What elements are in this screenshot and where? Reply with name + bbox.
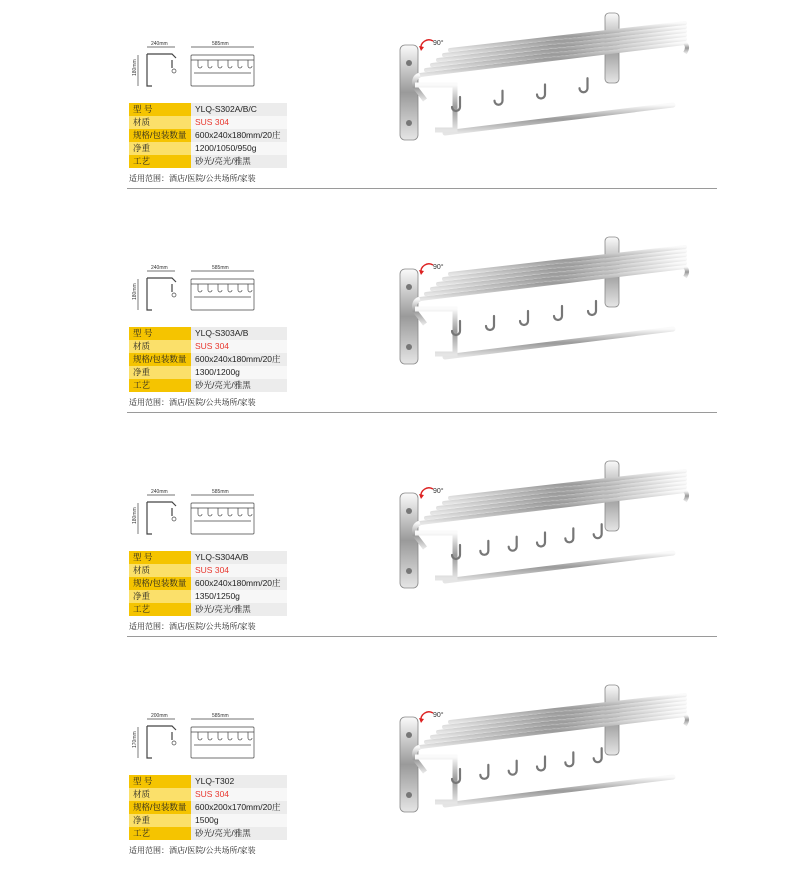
spec-label: 规格/包装数量	[129, 129, 191, 142]
usage-scope: 适用范围：酒店/医院/公共场所/家装	[129, 398, 256, 407]
usage-scope: 适用范围：酒店/医院/公共场所/家装	[129, 622, 256, 631]
rotation-label: 90°	[433, 40, 444, 47]
hook	[495, 91, 503, 105]
hook	[588, 301, 596, 315]
spec-label: 工艺	[129, 155, 191, 168]
height-label: 180mm	[132, 59, 138, 76]
spec-row	[129, 827, 287, 840]
height-label: 180mm	[132, 283, 138, 300]
spec-value: 1350/1250g	[191, 590, 287, 603]
spec-table	[129, 775, 287, 840]
spec-label: 净重	[129, 366, 191, 379]
hook	[486, 316, 494, 330]
towel-rack-photo	[385, 229, 695, 389]
spec-value: YLQ-S304A/B	[191, 551, 287, 564]
spec-label: 规格/包装数量	[129, 353, 191, 366]
spec-label: 型 号	[129, 775, 191, 788]
spec-label: 型 号	[129, 551, 191, 564]
spec-value: 600x200x170mm/20庄	[191, 801, 287, 814]
hook	[580, 78, 588, 92]
dimension-svg	[132, 486, 262, 546]
spec-row	[129, 116, 287, 129]
product-block	[0, 224, 795, 436]
spec-value: 砂光/亮光/雅黑	[191, 379, 287, 392]
spec-value: 1200/1050/950g	[191, 142, 287, 155]
product-block	[0, 0, 795, 212]
hook	[537, 85, 545, 99]
spec-table	[129, 103, 287, 168]
spec-value: SUS 304	[191, 564, 287, 577]
spec-value: SUS 304	[191, 340, 287, 353]
depth-label: 240mm	[151, 265, 168, 271]
spec-label: 材质	[129, 116, 191, 129]
spec-row	[129, 379, 287, 392]
spec-label: 材质	[129, 340, 191, 353]
spec-row	[129, 603, 287, 616]
spec-value: 砂光/亮光/雅黑	[191, 603, 287, 616]
hook	[520, 311, 528, 325]
spec-value: SUS 304	[191, 116, 287, 129]
section-divider	[127, 188, 717, 189]
dimension-drawing	[132, 486, 262, 546]
spec-value: YLQ-S303A/B	[191, 327, 287, 340]
spec-row	[129, 327, 287, 340]
spec-value: 600x240x180mm/20庄	[191, 353, 287, 366]
spec-label: 规格/包装数量	[129, 801, 191, 814]
spec-value: SUS 304	[191, 788, 287, 801]
spec-value: 600x240x180mm/20庄	[191, 129, 287, 142]
spec-row	[129, 129, 287, 142]
usage-scope: 适用范围：酒店/医院/公共场所/家装	[129, 174, 256, 183]
spec-row	[129, 775, 287, 788]
rack-illustration	[385, 229, 695, 389]
spec-table	[129, 327, 287, 392]
spec-value: YLQ-S302A/B/C	[191, 103, 287, 116]
rack-illustration	[385, 5, 695, 165]
towel-rack-photo	[385, 453, 695, 613]
width-label: 585mm	[212, 265, 229, 271]
rotation-label: 90°	[433, 712, 444, 719]
dimension-svg	[132, 710, 262, 770]
spec-row	[129, 551, 287, 564]
spec-label: 工艺	[129, 827, 191, 840]
hook	[509, 761, 517, 775]
spec-row	[129, 103, 287, 116]
spec-label: 材质	[129, 788, 191, 801]
width-label: 585mm	[212, 489, 229, 495]
spec-label: 型 号	[129, 327, 191, 340]
rack-illustration	[385, 453, 695, 613]
spec-label: 净重	[129, 142, 191, 155]
spec-row	[129, 788, 287, 801]
dimension-drawing	[132, 38, 262, 98]
spec-row	[129, 590, 287, 603]
hook	[594, 748, 602, 762]
spec-value: 600x240x180mm/20庄	[191, 577, 287, 590]
rack-illustration	[385, 677, 695, 837]
hook	[537, 757, 545, 771]
hook	[537, 533, 545, 547]
spec-label: 材质	[129, 564, 191, 577]
hook	[480, 541, 488, 555]
rotation-label: 90°	[433, 264, 444, 271]
height-label: 170mm	[132, 731, 138, 748]
spec-label: 净重	[129, 590, 191, 603]
width-label: 585mm	[212, 713, 229, 719]
spec-row	[129, 577, 287, 590]
spec-value: 1300/1200g	[191, 366, 287, 379]
towel-rack-photo	[385, 677, 695, 837]
hook	[554, 306, 562, 320]
spec-label: 工艺	[129, 603, 191, 616]
spec-value: YLQ-T302	[191, 775, 287, 788]
product-block	[0, 448, 795, 660]
width-label: 585mm	[212, 41, 229, 47]
spec-label: 规格/包装数量	[129, 577, 191, 590]
usage-scope: 适用范围：酒店/医院/公共场所/家装	[129, 846, 256, 855]
spec-table	[129, 551, 287, 616]
section-divider	[127, 412, 717, 413]
spec-row	[129, 814, 287, 827]
rotation-label: 90°	[433, 488, 444, 495]
spec-row	[129, 142, 287, 155]
spec-row	[129, 340, 287, 353]
spec-row	[129, 353, 287, 366]
depth-label: 240mm	[151, 41, 168, 47]
dimension-drawing	[132, 710, 262, 770]
spec-label: 型 号	[129, 103, 191, 116]
hook	[509, 537, 517, 551]
spec-value: 砂光/亮光/雅黑	[191, 827, 287, 840]
spec-label: 工艺	[129, 379, 191, 392]
height-label: 180mm	[132, 507, 138, 524]
dimension-svg	[132, 38, 262, 98]
spec-row	[129, 155, 287, 168]
hook	[565, 752, 573, 766]
hook	[594, 524, 602, 538]
spec-row	[129, 564, 287, 577]
hook	[565, 528, 573, 542]
depth-label: 240mm	[151, 489, 168, 495]
spec-value: 1500g	[191, 814, 287, 827]
spec-value: 砂光/亮光/雅黑	[191, 155, 287, 168]
dimension-svg	[132, 262, 262, 322]
section-divider	[127, 636, 717, 637]
dimension-drawing	[132, 262, 262, 322]
spec-label: 净重	[129, 814, 191, 827]
product-block	[0, 672, 795, 884]
spec-row	[129, 801, 287, 814]
hook	[480, 765, 488, 779]
depth-label: 200mm	[151, 713, 168, 719]
spec-row	[129, 366, 287, 379]
towel-rack-photo	[385, 5, 695, 165]
